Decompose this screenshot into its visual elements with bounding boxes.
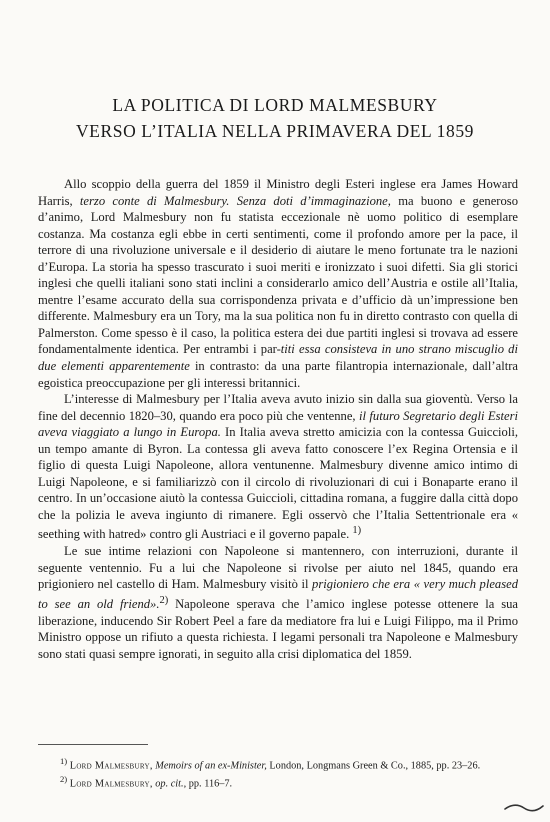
paragraph-3-italic-a: prigioniero che era « very much pleased to see an old friend».	[38, 577, 518, 612]
footnote-1	[38, 755, 518, 773]
paragraph-1-italic-a: terzo conte di Malmesbury. Senza doti d’immaginazione,	[79, 193, 391, 208]
footnote-1-number: 1)	[60, 756, 68, 766]
footnote-separator	[38, 744, 148, 745]
paragraph-3	[38, 543, 518, 662]
paragraph-3-text-a: Le sue intime relazioni con Napoleone si mantennero, con interruzioni, durante il seguente ventennio. Fu a lui che Napoleone si rivolse per aiuto nel 1845, quando era prigioniero nel castello di Ham. Malmesbury visitò il	[38, 544, 518, 592]
footnote-ref-2: 2)	[159, 594, 169, 606]
footnote-2	[38, 773, 518, 791]
article-title-line-2: VERSO L’ITALIA NELLA PRIMAVERA DEL 1859	[75, 121, 475, 141]
article-body	[38, 176, 518, 662]
footnote-ref-1: 1)	[352, 525, 362, 537]
footnote-2-title: op. cit.,	[155, 778, 187, 790]
footnote-2-number: 2)	[60, 773, 68, 784]
paragraph-2	[38, 391, 518, 543]
paragraph-2-italic-a: il futuro Segretario degli Esteri aveva viaggiato a lungo in Europa.	[38, 408, 518, 440]
paragraph-1-italic-b: titi essa consisteva in uno strano miscuglio di due elementi apparentemente	[38, 342, 518, 374]
paragraph-2-text-b: In Italia aveva stretto amicizia con la contessa Guiccioli, un tempo amante di Byron. La contessa gli aveva fatto conoscere l’ex Regina Ortensia e il figlio di questa Luigi Napoleone, allora ventunenne. Malmesbury divenne amico intimo di Luigi Napoleone, e si familiarizzò con il circolo di rivoluzionari di cui i Bonaparte erano il centro. In un’occasione aiutò la contessa Guiccioli, cittadina romana, a fuggire dalla città dopo che la polizia le aveva ingiunto di rimanere. Egli osservò che l’Italia Settentrionale era « seething with hatred» contro gli Austriaci e il governo papale.	[38, 425, 519, 542]
footnote-2-rest: pp. 116–7.	[186, 778, 233, 790]
paragraph-3-text-b: Napoleone sperava che l’amico inglese potesse ottenere la sua liberazione, inducendo Sir Robert Peel a fare da mediatore fra lui e Luigi Filippo, ma il Primo Ministro oppose un rifiuto a questa richiesta. I legami personali tra Napoleone e Malmesbury sono stati quasi sempre ignorati, in seguito alla crisi diplomatica del 1859.	[38, 597, 518, 661]
footnote-1-author: Lord Malmesbury,	[69, 760, 153, 772]
footnote-2-author: Lord Malmesbury,	[69, 778, 153, 790]
paragraph-1-text-c: in contrasto: da una parte filantropia internazionale, dall’altra egoistica preoccupazione per gli interessi britannici.	[38, 359, 518, 390]
paragraph-1	[38, 176, 518, 391]
page-continuation-mark	[504, 803, 544, 813]
paragraph-1-text-b: ma buono e generoso d’animo, Lord Malmesbury non fu statista eccezionale nè uomo politico di esemplare costanza. Ma costanza egli ebbe in certi sentimenti, come il profondo amore per la pace, il terrore di una rivoluzione universale e il desiderio di aiutare le meno fortunate tra le nazioni d’Europa. La storia ha spesso trascurato i suoi meriti e ironizzato i suoi difetti. Sia gli storici inglesi che quelli italiani sono stati inclini a considerarlo amico dell’Austria e ostile all’Italia, mentre l’esame accurato della sua corrispondenza privata e d’ufficio dà un’impressione ben differente. Malmesbury era un Tory, ma la sua politica non fu in diretto contrasto con quella di Palmerston. Come spesso è il caso, la politica estera dei due partiti inglesi si trovava ad essere fondamentalmente identica. Per entrambi i par-	[38, 193, 518, 357]
footnotes	[38, 755, 518, 791]
footnote-1-title: Memoirs of an ex-Minister,	[155, 760, 267, 772]
article-title-line-1: LA POLITICA DI LORD MALMESBURY	[112, 95, 438, 115]
footnote-1-rest: London, Longmans Green & Co., 1885, pp. 23–26.	[266, 760, 481, 772]
paragraph-1-text-a: Allo scoppio della guerra del 1859 il Ministro degli Esteri inglese era James Howard Harris,	[38, 177, 518, 208]
paragraph-2-text-a: L’interesse di Malmesbury per l’Italia aveva avuto inizio sin dalla sua gioventù. Verso la fine del decennio 1820–30, quando era poco più che ventenne,	[38, 392, 518, 423]
